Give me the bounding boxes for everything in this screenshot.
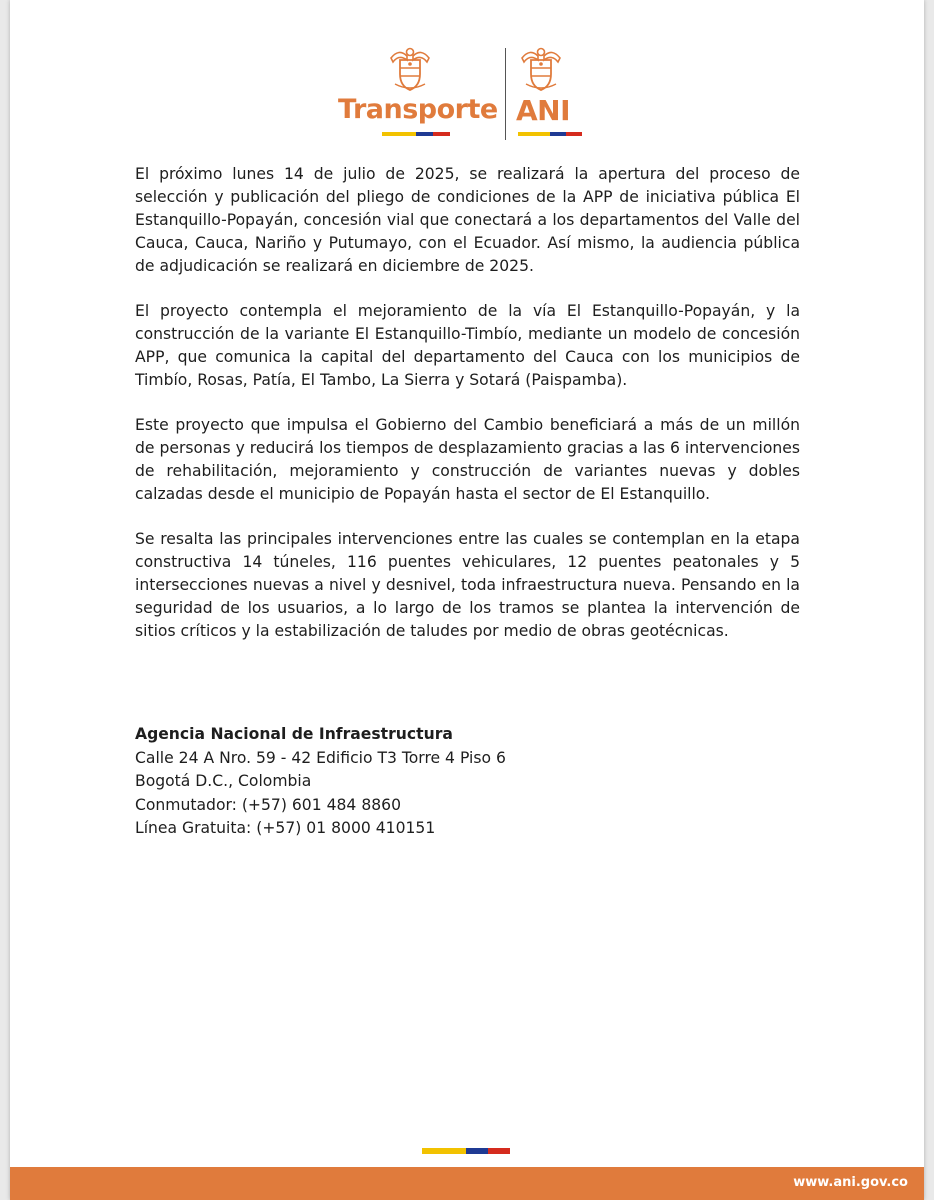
colombia-flag-stripe xyxy=(382,132,450,136)
paragraph-project-scope: El proyecto contempla el mejoramiento de la vía El Estanquillo-Popayán, y la construcción de la variante El Estanquillo-Timbío, mediante un modelo de concesión APP, que comunica la capital del departamento del Cauca con los municipios de Timbío, Rosas, Patía, El Tambo, La Sierra y Sotará (Paispamba). xyxy=(135,302,800,389)
ani-logo xyxy=(498,40,598,140)
coat-of-arms-icon xyxy=(516,44,566,94)
ani-logo-text: ANI xyxy=(516,94,571,127)
switchboard-phone: Conmutador: (+57) 601 484 8860 xyxy=(135,795,401,814)
coat-of-arms-icon xyxy=(385,44,435,94)
organization-name: Agencia Nacional de Infraestructura xyxy=(135,725,453,743)
press-release-body xyxy=(135,163,800,665)
transporte-logo-text: Transporte xyxy=(338,94,498,125)
letterhead xyxy=(10,40,924,140)
colombia-flag-stripe xyxy=(518,132,582,136)
document-page xyxy=(10,0,924,1200)
paragraph-opening: El próximo lunes 14 de julio de 2025, se realizará la apertura del proceso de selección y publicación del pliego de condiciones de la APP de iniciativa pública El Estanquillo-Popayán, concesión vial que conectará a los departamentos del Valle del Cauca, Cauca, Nariño y Putumayo, con el Ecuador. Así mismo, la audiencia pública de adjudicación se realizará en diciembre de 2025. xyxy=(135,165,800,275)
address-line: Calle 24 A Nro. 59 - 42 Edificio T3 Torre 4 Piso 6 xyxy=(135,748,506,767)
toll-free-phone: Línea Gratuita: (+57) 01 8000 410151 xyxy=(135,819,436,837)
website-link[interactable]: www.ani.gov.co xyxy=(793,1175,908,1190)
footer-flag-stripe xyxy=(422,1148,510,1154)
paragraph-benefits: Este proyecto que impulsa el Gobierno del Cambio beneficiará a más de un millón de personas y reducirá los tiempos de desplazamiento gracias a las 6 intervenciones de rehabilitación, mejoramiento y construcción de variantes nuevas y dobles calzadas desde el municipio de Popayán hasta el sector de El Estanquillo. xyxy=(135,416,800,503)
paragraph-interventions: Se resalta las principales intervenciones entre las cuales se contemplan en la etapa constructiva 14 túneles, 116 puentes vehiculares, 12 puentes peatonales y 5 intersecciones nuevas a nivel y desnivel, toda infraestructura nueva. Pensando en la seguridad de los usuarios, a lo largo de los tramos se plantea la intervención de sitios críticos y la estabilización de taludes por medio de obras geotécnicas. xyxy=(135,530,800,640)
footer-bar xyxy=(10,1167,924,1200)
contact-block xyxy=(135,723,735,841)
transporte-logo xyxy=(330,40,498,140)
city-line: Bogotá D.C., Colombia xyxy=(135,772,312,790)
